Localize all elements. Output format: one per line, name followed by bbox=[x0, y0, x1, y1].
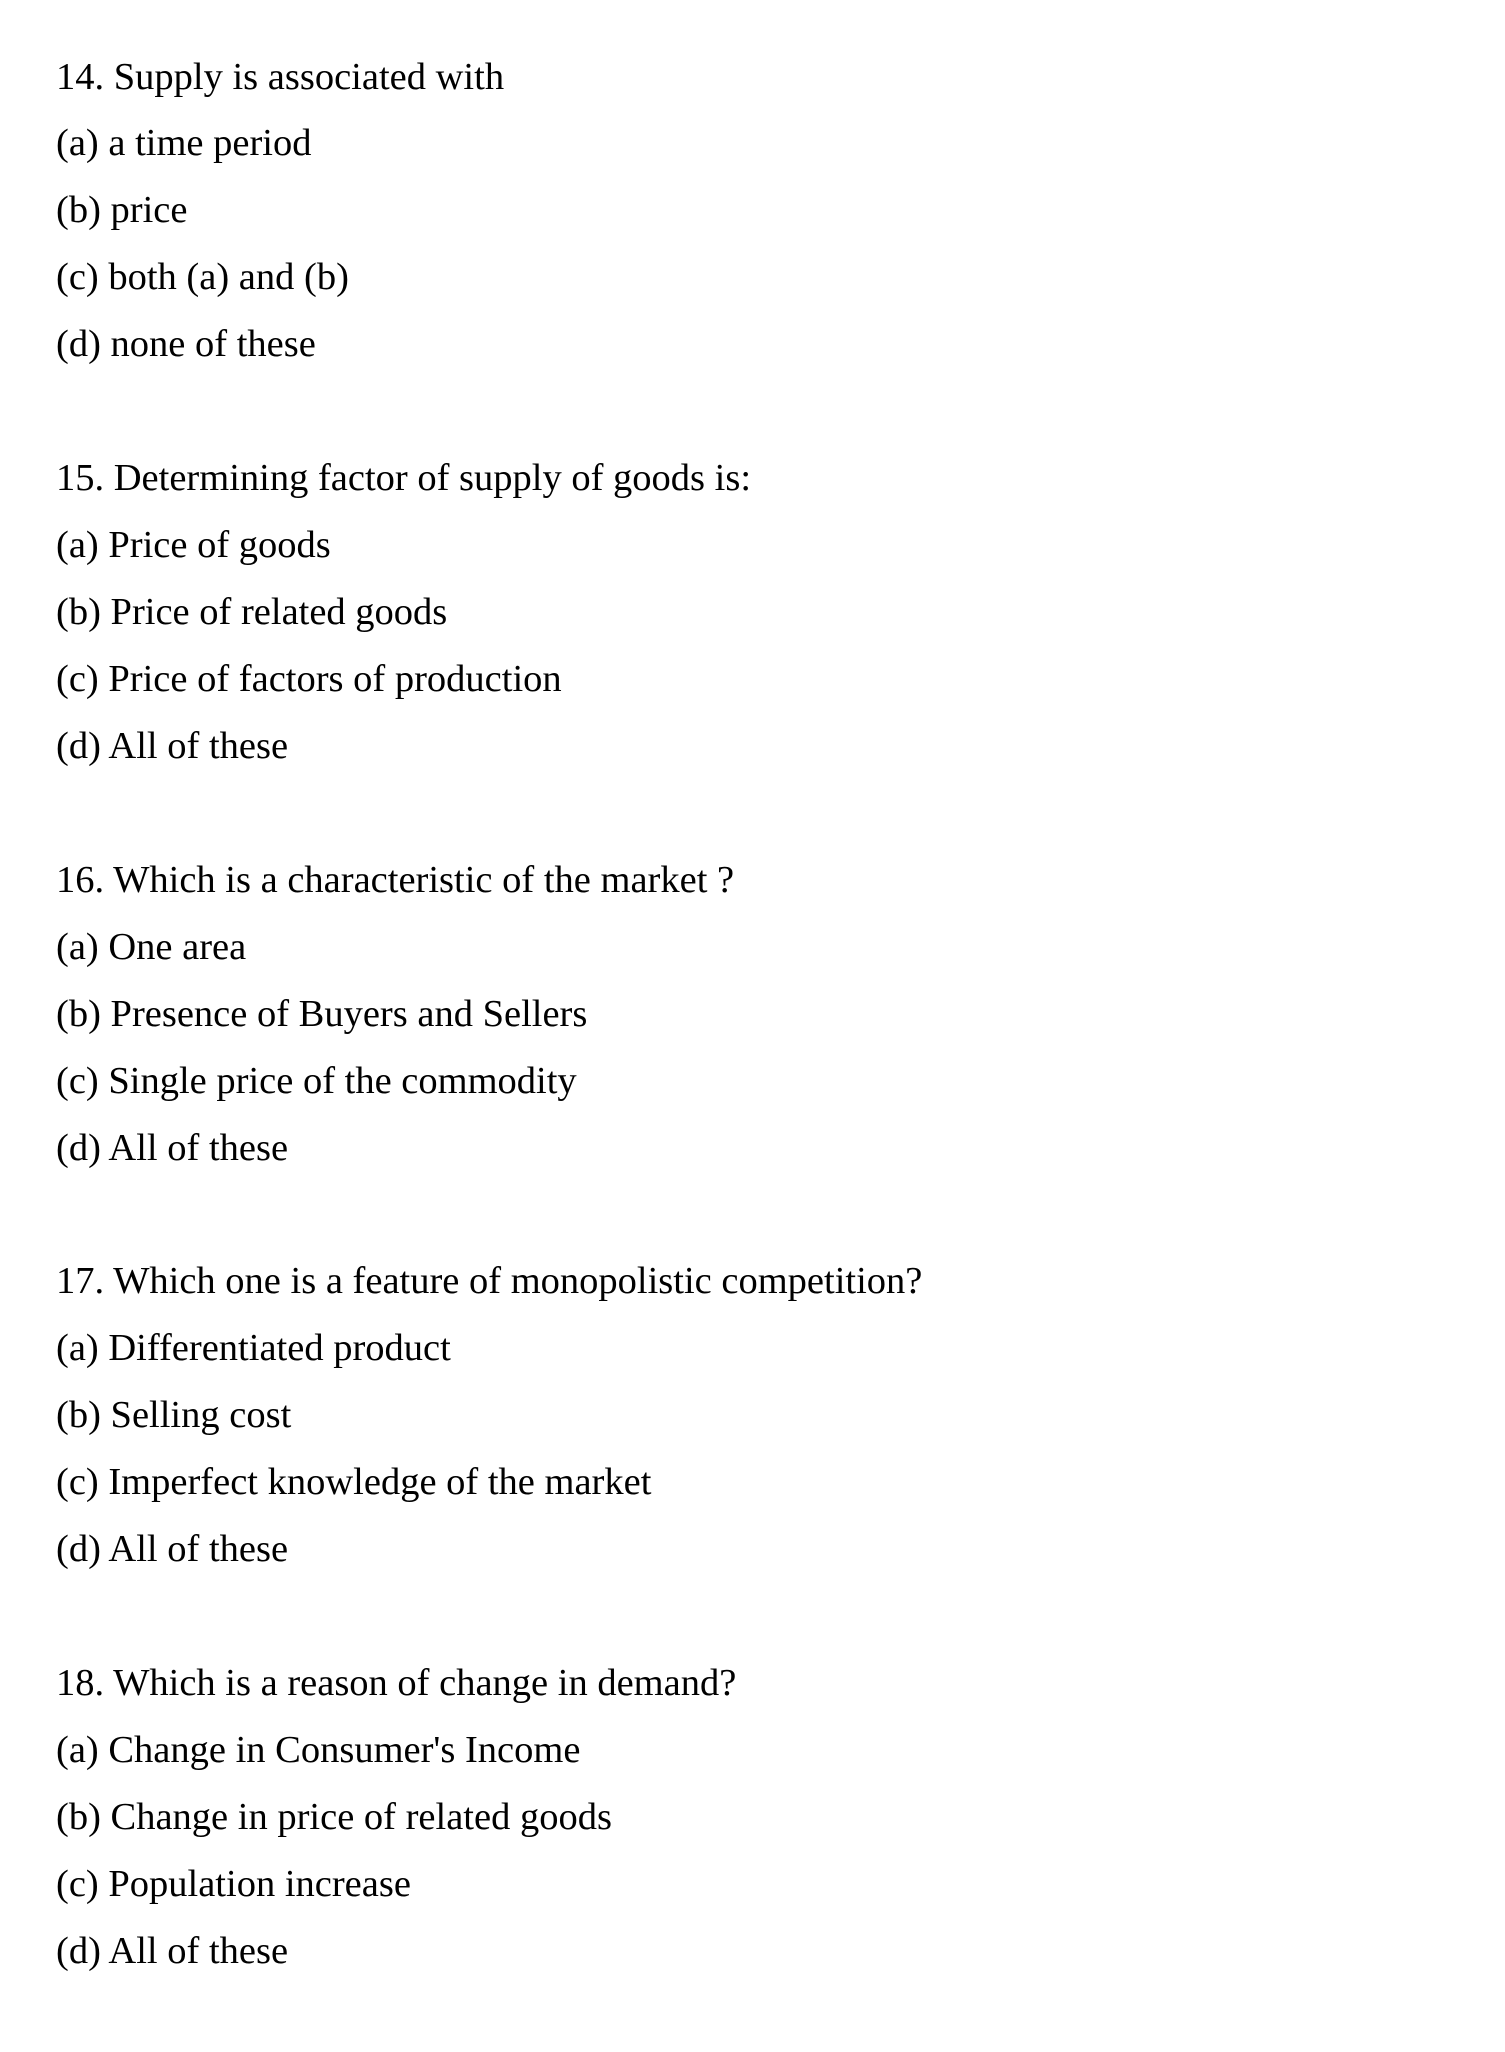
option-label: (a) bbox=[56, 122, 99, 165]
option-b bbox=[56, 1784, 1505, 1851]
option-a bbox=[56, 512, 1505, 579]
option-a bbox=[56, 1315, 1505, 1382]
option-text: Imperfect knowledge of the market bbox=[108, 1461, 652, 1504]
option-text: Differentiated product bbox=[108, 1327, 451, 1370]
option-a bbox=[56, 914, 1505, 981]
option-b bbox=[56, 981, 1505, 1048]
option-label: (a) bbox=[56, 1728, 99, 1771]
option-d bbox=[56, 713, 1505, 780]
question-number: 15. bbox=[56, 457, 105, 500]
question-text: Which one is a feature of monopolistic competition? bbox=[113, 1260, 923, 1303]
option-text: All of these bbox=[108, 1528, 289, 1571]
option-c bbox=[56, 1048, 1505, 1115]
option-c bbox=[56, 646, 1505, 713]
option-text: Population increase bbox=[108, 1862, 411, 1905]
question-number: 14. bbox=[56, 55, 105, 98]
option-text: All of these bbox=[108, 1126, 289, 1169]
question-17 bbox=[56, 1248, 1505, 1583]
option-text: Single price of the commodity bbox=[108, 1059, 577, 1102]
option-label: (c) bbox=[56, 1059, 99, 1102]
option-d bbox=[56, 311, 1505, 378]
option-c bbox=[56, 1851, 1505, 1918]
option-label: (c) bbox=[56, 657, 99, 700]
option-a bbox=[56, 1717, 1505, 1784]
option-text: Change in Consumer's Income bbox=[108, 1728, 581, 1771]
question-number: 16. bbox=[56, 858, 105, 901]
question-stem bbox=[56, 44, 1505, 111]
question-text: Supply is associated with bbox=[113, 55, 505, 98]
question-stem bbox=[56, 1248, 1505, 1315]
option-label: (b) bbox=[56, 189, 101, 232]
option-text: Price of factors of production bbox=[108, 657, 562, 700]
option-d bbox=[56, 1115, 1505, 1182]
option-b bbox=[56, 579, 1505, 646]
question-sheet bbox=[56, 44, 1505, 2052]
question-text: Which is a reason of change in demand? bbox=[113, 1662, 737, 1704]
option-text: Presence of Buyers and Sellers bbox=[110, 992, 588, 1035]
option-label: (c) bbox=[56, 1461, 99, 1504]
option-c bbox=[56, 244, 1505, 311]
option-b bbox=[56, 1382, 1505, 1449]
question-number: 18. bbox=[56, 1662, 105, 1704]
option-label: (b) bbox=[56, 1394, 101, 1437]
option-text: All of these bbox=[108, 1929, 289, 1972]
question-number: 17. bbox=[56, 1260, 105, 1303]
question-stem bbox=[56, 445, 1505, 512]
option-text: Price of goods bbox=[108, 524, 331, 567]
option-label: (d) bbox=[56, 1929, 101, 1972]
option-label: (d) bbox=[56, 1126, 101, 1169]
option-d bbox=[56, 1918, 1505, 1985]
option-d bbox=[56, 1516, 1505, 1583]
question-stem bbox=[56, 1650, 1505, 1717]
option-c bbox=[56, 1449, 1505, 1516]
question-text: Determining factor of supply of goods is: bbox=[113, 457, 752, 500]
question-18 bbox=[56, 1650, 1505, 1985]
question-text: Which is a characteristic of the market ? bbox=[113, 858, 735, 901]
option-text: Price of related goods bbox=[110, 591, 448, 633]
option-label: (a) bbox=[56, 1327, 99, 1370]
option-label: (d) bbox=[56, 724, 101, 767]
option-text: One area bbox=[108, 925, 247, 968]
option-label: (b) bbox=[56, 591, 101, 633]
option-label: (a) bbox=[56, 524, 99, 567]
option-label: (b) bbox=[56, 992, 101, 1035]
option-text: price bbox=[110, 189, 188, 232]
option-text: All of these bbox=[108, 724, 289, 767]
option-text: both (a) and (b) bbox=[108, 256, 349, 299]
option-label: (a) bbox=[56, 925, 99, 968]
option-a bbox=[56, 110, 1505, 177]
question-14 bbox=[56, 44, 1505, 379]
question-stem bbox=[56, 847, 1505, 914]
option-label: (d) bbox=[56, 1528, 101, 1571]
option-text: Selling cost bbox=[110, 1394, 292, 1437]
option-text: none of these bbox=[110, 323, 316, 366]
option-label: (c) bbox=[56, 1862, 99, 1905]
option-label: (b) bbox=[56, 1795, 101, 1838]
question-15 bbox=[56, 445, 1505, 780]
option-label: (c) bbox=[56, 256, 99, 299]
option-b bbox=[56, 177, 1505, 244]
question-16 bbox=[56, 847, 1505, 1182]
option-text: Change in price of related goods bbox=[110, 1795, 612, 1838]
option-text: a time period bbox=[108, 122, 312, 165]
option-label: (d) bbox=[56, 323, 101, 366]
